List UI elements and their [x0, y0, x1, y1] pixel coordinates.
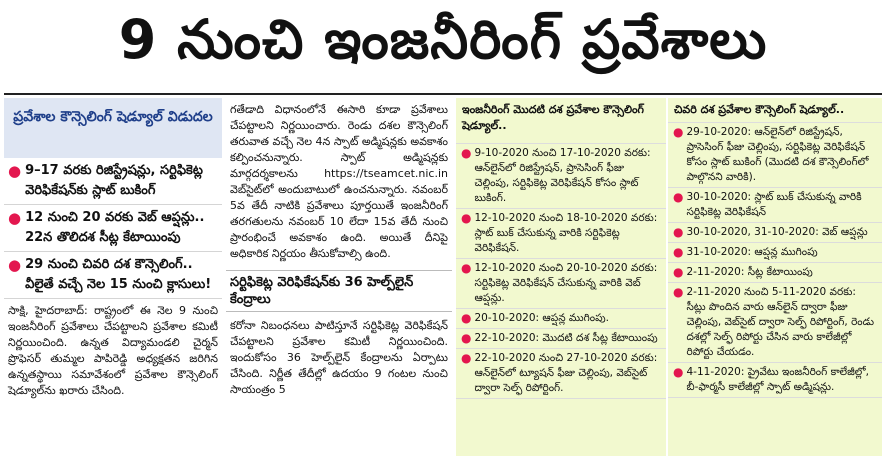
entry-text: 22-10-2020: మొదటి దశ సీట్ల కేటాయింపు	[474, 332, 658, 344]
bullet-icon: ●	[461, 211, 472, 225]
entry-text: 9-10-2020 నుంచి 17-10-2020 వరకు: ఆన్‌లైన్‌లో రిజిస్ట్రేషన్, ప్రాసెసింగ్ ఫీజు చెల్లింపు, సర్టిఫికెట్ల వెరిఫికేషన్ కోసం స్లాట్ బుకింగ్.	[474, 147, 651, 204]
entry-text: 12-10-2020 నుంచి 20-10-2020 వరకు: సర్టిఫికెట్ల వెరిఫికేషన్ చేసుకున్న వారికి వెబ్ ఆప్షన్లు.	[474, 262, 658, 304]
article-subheading: సర్టిఫికెట్ల వెరిఫికేషన్‌కు 36 హెల్ప్‌లైన్ కేంద్రాలు	[226, 270, 452, 312]
schedule-entry	[456, 144, 666, 209]
headline: 9 నుంచి ఇంజనీరింగ్ ప్రవేశాలు	[118, 7, 768, 71]
first-phase-title: ఇంజనీరింగ్ మొదటి దశ ప్రవేశాల కౌన్సెలింగ్ షెడ్యూల్..	[456, 98, 666, 144]
headline-rule	[4, 93, 882, 95]
highlight-text: 29 నుంచి చివరి దశ కౌన్సెలింగ్.. వీలైతే వచ్చే నెల 15 నుంచి క్లాసులు!	[25, 257, 212, 292]
entry-text: 2-11-2020 నుంచి 5-11-2020 వరకు: సీట్లు పొందిన వారు ఆన్‌లైన్ ద్వారా ఫీజు చెల్లింపు, వెబ్‌సైట్ ద్వారా సెల్ఫ్ రిపోర్టింగ్, రెండు దశల్లో సెల్ఫ్ రిపోర్టు చేసిన వారు కాలేజీల్లో రిపోర్టు చేయడం.	[686, 286, 875, 358]
bullet-icon: ●	[461, 311, 472, 325]
bullet-icon: ●	[673, 190, 684, 204]
schedule-entry	[668, 283, 882, 363]
bullet-icon: ●	[673, 225, 684, 239]
schedule-entry	[668, 263, 882, 283]
entry-text: 22-10-2020 నుంచి 27-10-2020 వరకు: ఆన్‌లైన్‌లో ట్యూషన్ ఫీజు చెల్లింపు, వెబ్‌సైట్ ద్వారా సెల్ఫ్ రిపోర్టింగ్.	[474, 352, 658, 394]
bullet-icon: ●	[673, 265, 684, 279]
entry-text: 4-11-2020: ప్రైవేటు ఇంజనీరింగ్ కాలేజీల్లో, బీ-ఫార్మసీ కాలేజీల్లో స్పాట్ అడ్మిషన్లు.	[686, 366, 869, 393]
bullet-icon: ●	[461, 351, 472, 365]
bullet-icon: ●	[8, 162, 22, 180]
schedule-entry	[668, 188, 882, 223]
schedule-entry	[668, 243, 882, 263]
schedule-entry	[456, 349, 666, 399]
schedule-entry	[456, 209, 666, 259]
schedule-entry	[668, 363, 882, 398]
schedule-box-title: ప్రవేశాల కౌన్సెలింగ్ షెడ్యూల్ విడుదల	[4, 98, 222, 158]
final-phase-title: చివరి దశ ప్రవేశాల కౌన్సెలింగ్ షెడ్యూల్..	[668, 98, 882, 123]
article-intro: సాక్షి, హైదరాబాద్: రాష్ట్రంలో ఈ నెల 9 నుంచి ఇంజనీరింగ్ ప్రవేశాలు చేపట్టాలని ప్రవేశాల కమిటీ నిర్ణయించింది. ఉన్నత విద్యామండలి చైర్మన్ ప్రొఫెసర్ తుమ్మల పాపిరెడ్డి అధ్యక్షతన జరిగిన ఉన్నతస్థాయి సమావేశంలో ప్రవేశాల కౌన్సెలింగ్ షెడ్యూల్‌ను ఖరారు చేసింది.	[8, 304, 218, 397]
bullet-icon: ●	[673, 365, 684, 379]
schedule-entry	[668, 123, 882, 188]
highlight-point	[4, 158, 222, 205]
entry-text: 29-10-2020: ఆన్‌లైన్‌లో రిజిస్ట్రేషన్, ప్రాసెసింగ్ ఫీజు చెల్లింపు, సర్టిఫికెట్ల వెరిఫికేషన్ కోసం స్లాట్ బుకింగ్ (మొదటి దశ కౌన్సెలింగ్‌లో పాల్గొనని వారికి).	[686, 126, 869, 183]
bullet-icon: ●	[461, 261, 472, 275]
entry-text: 30-10-2020: స్లాట్ బుక్ చేసుకున్న వారికి సర్టిఫికెట్ల వెరిఫికేషన్	[686, 191, 862, 218]
final-phase-box	[668, 98, 882, 456]
article-paragraph: కరోనా నిబంధనలు పాటిస్తూనే సర్టిఫికెట్ల వెరిఫికేషన్ చేపట్టాలని ప్రవేశాల కమిటీ నిర్ణయించింది. ఇందుకోసం 36 హెల్ప్‌లైన్ కేంద్రాలను ఏర్పాటు చేసింది. నిర్ణీత తేదీల్లో ఉదయం 9 గంటల నుంచి సాయంత్రం 5	[230, 319, 448, 396]
bullet-icon: ●	[461, 146, 472, 160]
entry-text: 30-10-2020, 31-10-2020: వెబ్ ఆప్షన్లు	[686, 226, 868, 238]
entry-text: 2-11-2020: సీట్ల కేటాయింపు	[686, 266, 813, 278]
highlight-text: 12 నుంచి 20 వరకు వెబ్ ఆప్షన్లు.. 22న తొలిదశ సీట్ల కేటాయింపు	[25, 210, 205, 245]
schedule-entry	[456, 329, 666, 349]
schedule-entry	[456, 309, 666, 329]
entry-text: 31-10-2020: ఆప్షన్ల ముగింపు	[686, 246, 818, 258]
article-paragraph: గతేడాది విధానంలోనే ఈసారి కూడా ప్రవేశాలు చేపట్టాలని నిర్ణయించారు. రెండు దశల కౌన్సెలింగ్ తరువాత వచ్చే నెల 4న స్పాట్ అడ్మిషన్లకు అవకాశం కల్పించనున్నారు. స్పాట్ అడ్మిషన్లకు మార్గదర్శకాలను https://tseamcet.nic.in వెబ్‌సైట్‌లో అందుబాటులో ఉంచనున్నారు. నవంబర్ 5వ తేదీ నాటికి ప్రవేశాలు పూర్తయితే ఇంజనీరింగ్ తరగతులను నవంబర్ 10 లేదా 15వ తేదీ నుంచి ప్రారంభించే అవకాశం ఉంది. అయితే దీనిపై అధికారిక నిర్ణయం తీసుకోవాల్సి ఉంది.	[230, 103, 448, 260]
entry-text: 12-10-2020 నుంచి 18-10-2020 వరకు: స్లాట్ బుక్ చేసుకున్న వారికి సర్టిఫికెట్ల వెరిఫికేషన్.	[474, 212, 658, 254]
highlight-point	[4, 252, 222, 299]
highlight-text: 9–17 వరకు రిజిస్ట్రేషన్లు, సర్టిఫికెట్ల వెరిఫికేషన్‌కు స్లాట్ బుకింగ్	[25, 163, 203, 198]
bullet-icon: ●	[8, 209, 22, 227]
schedule-entry	[456, 259, 666, 309]
bullet-icon: ●	[673, 245, 684, 259]
highlight-point	[4, 205, 222, 252]
first-phase-box	[456, 98, 666, 456]
entry-text: 20-10-2020: ఆప్షన్ల ముగింపు.	[474, 312, 609, 324]
schedule-column	[4, 98, 222, 456]
schedule-entry	[668, 223, 882, 243]
article-column	[226, 98, 452, 456]
bullet-icon: ●	[461, 331, 472, 345]
bullet-icon: ●	[8, 256, 22, 274]
bullet-icon: ●	[673, 285, 684, 299]
bullet-icon: ●	[673, 125, 684, 139]
